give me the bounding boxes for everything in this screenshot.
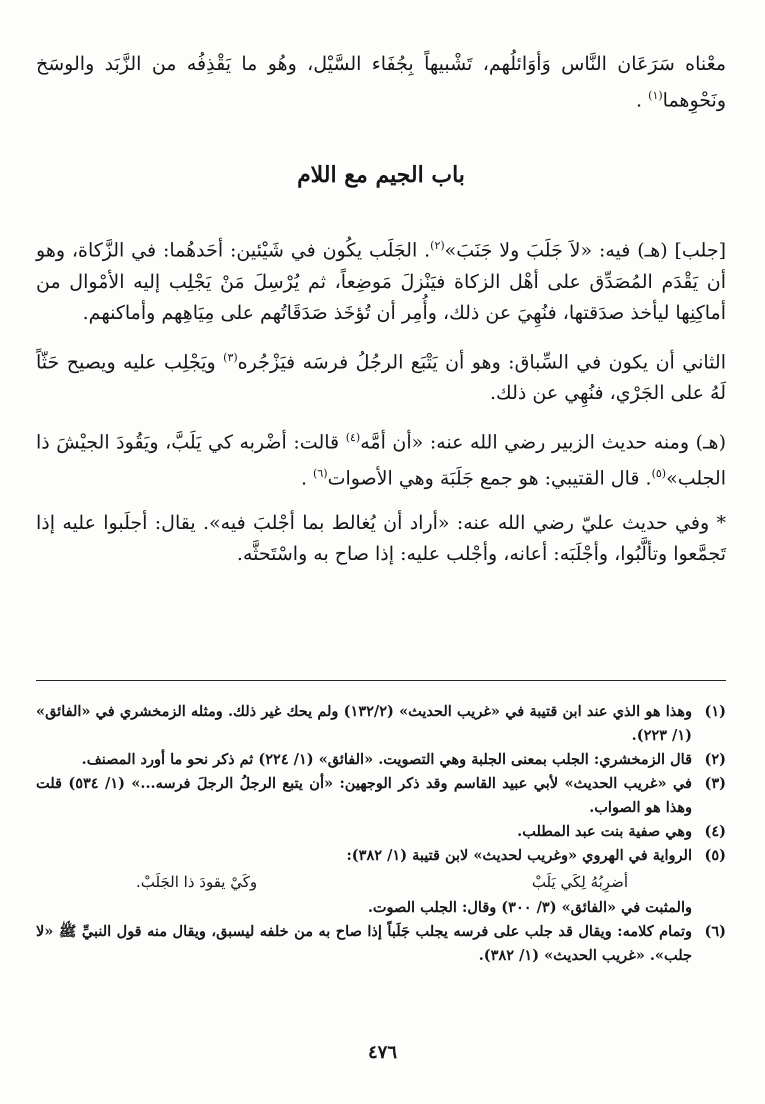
intro-paragraph <box>36 48 726 116</box>
footnote-number: (١) <box>704 703 726 720</box>
paragraph-zubair: (هـ) ومنه حديث الزبير رضي الله عنه: «أن أمَّه$^{(٤)}$ قالت: أضْربه كي يَلَبَّ، ويَقُودَ الجيْشَ ذا الجلب»$^{(٥)}$. قال القتيبي: هو جمع جَلَبَة وهي الأصوات$^{(٦)}$ . <box>36 430 726 490</box>
footnote <box>36 700 726 748</box>
footnote-ref[interactable]: (٦) <box>313 467 328 481</box>
footnote-number: (٤) <box>704 823 726 840</box>
paragraph-race: الثاني أن يكون في السِّباق: وهو أن يَتْبَع الرجُلُ فرسَه فيَزْجُره$^{(٣)}$ ويَجْلِب عليه ويصيح حَثّاً لَهُ على الجَرْي، فنُهِي عن ذلك. <box>36 350 726 404</box>
footnote <box>36 844 726 920</box>
footnote-text: الرواية في الهروي «وغريب لحديث» لابن قتيبة (١/ ٣٨٢): أضرِبُهُ لِكَي يَلَبْ وكَيْ يقودَ ذا الجَلَبْ. والمثبت في «الفائق» (٣/ ٣٠٠) وقال: الجلب الصوت. <box>36 844 692 920</box>
footnote-divider <box>36 680 726 681</box>
intro-end: . <box>636 89 643 112</box>
footnote-text: قال الزمخشري: الجلب بمعنى الجلبة وهي التصويت. «الفائق» (١/ ٢٢٤) ثم ذكر نحو ما أورد المصنف. <box>81 751 692 768</box>
footnote-text: وتمام كلامه: ويقال قد جلب على فرسه يجلب جَلَباً إذا صاح به من خلفه ليسبق، ويقال منه قول النبيِّ ﷺ «لا جلب». «غريب الحديث» (١/ ٣٨٢). <box>36 923 692 964</box>
footnote <box>36 772 726 820</box>
footnote-ref[interactable]: (٢) <box>430 239 445 253</box>
footnote-text: وهي صفية بنت عبد المطلب. <box>517 823 692 840</box>
footnote <box>36 920 726 968</box>
footnote-ref[interactable]: (٣) <box>223 350 238 364</box>
verse <box>36 868 692 896</box>
footnote-number: (٣) <box>704 775 726 792</box>
footnote-number: (٢) <box>704 751 726 768</box>
footnotes <box>36 700 726 968</box>
footnote-number: (٦) <box>704 923 726 940</box>
intro-text: معْناه سَرَعَان النَّاس وَأوَائلُهم، تَشْبيهاً بِجُفَاء السَّيْل، وهُو ما يَقْذِفُه من الزَّبَد والوسَخ ونَحْوِهما <box>36 53 726 112</box>
footnote-text: وهذا هو الذي عند ابن قتيبة في «غريب الحديث» (١٣٢/٢) ولم يحك غير ذلك. ومثله الزمخشري في «الفائق» (١/ ٢٢٣). <box>36 703 692 744</box>
footnote-number: (٥) <box>704 847 726 864</box>
verse-hemistich: أضرِبُهُ لِكَي يَلَبْ <box>531 873 628 891</box>
paragraph-ali: * وفي حديث عليّ رضي الله عنه: «أراد أن يُغالط بما أجْلبَ فيه». يقال: أجلَبوا عليه إذا تَجمَّعوا وتألَّبُوا، وأجْلَبَه: أعانه، وأجْلب عليه: إذا صاح به واسْتَحثَّه. <box>36 511 726 565</box>
main-text <box>36 48 726 570</box>
page-number: ٤٧٦ <box>367 1042 397 1063</box>
footnote-text: في «غريب الحديث» لأبي عبيد القاسم وقد ذكر الوجهين: «أن يتبع الرجلُ الرجلَ فرسه...» (١/ ٥٣٤) قلت وهذا هو الصواب. <box>36 775 692 816</box>
footnote-ref[interactable]: (٤) <box>345 430 361 444</box>
verse-hemistich: وكَيْ يقودَ ذا الجَلَبْ. <box>136 873 258 891</box>
footnote-ref[interactable]: (٥) <box>651 467 667 481</box>
footnote <box>36 748 726 772</box>
footnote <box>36 820 726 844</box>
section-heading: باب الجيم مع اللام <box>297 162 465 189</box>
footnote-ref[interactable]: (١) <box>648 89 663 102</box>
paragraph-jalab: [جلب] (هـ) فيه: «لاَ جَلَبَ ولا جَنَبَ»$^{(٢)}$. الجَلَب يكُون في شَيْئين: أحَدهُما: في الزَّكاة، وهو أن يَقْدَم المُصَدِّق على أهْل الزكاة فيَنْزلَ مَوضِعاً، ثم يُرْسِلَ مَنْ يَجْلِب إليه الأمْوال من أماكِنِها ليأخذ صدَقتها، فنُهِيَ عن ذلك، وأُمِر أن تُؤخَذ صَدَقَاتُهم على مِيَاهِهم وأماكنهم. <box>36 239 726 324</box>
